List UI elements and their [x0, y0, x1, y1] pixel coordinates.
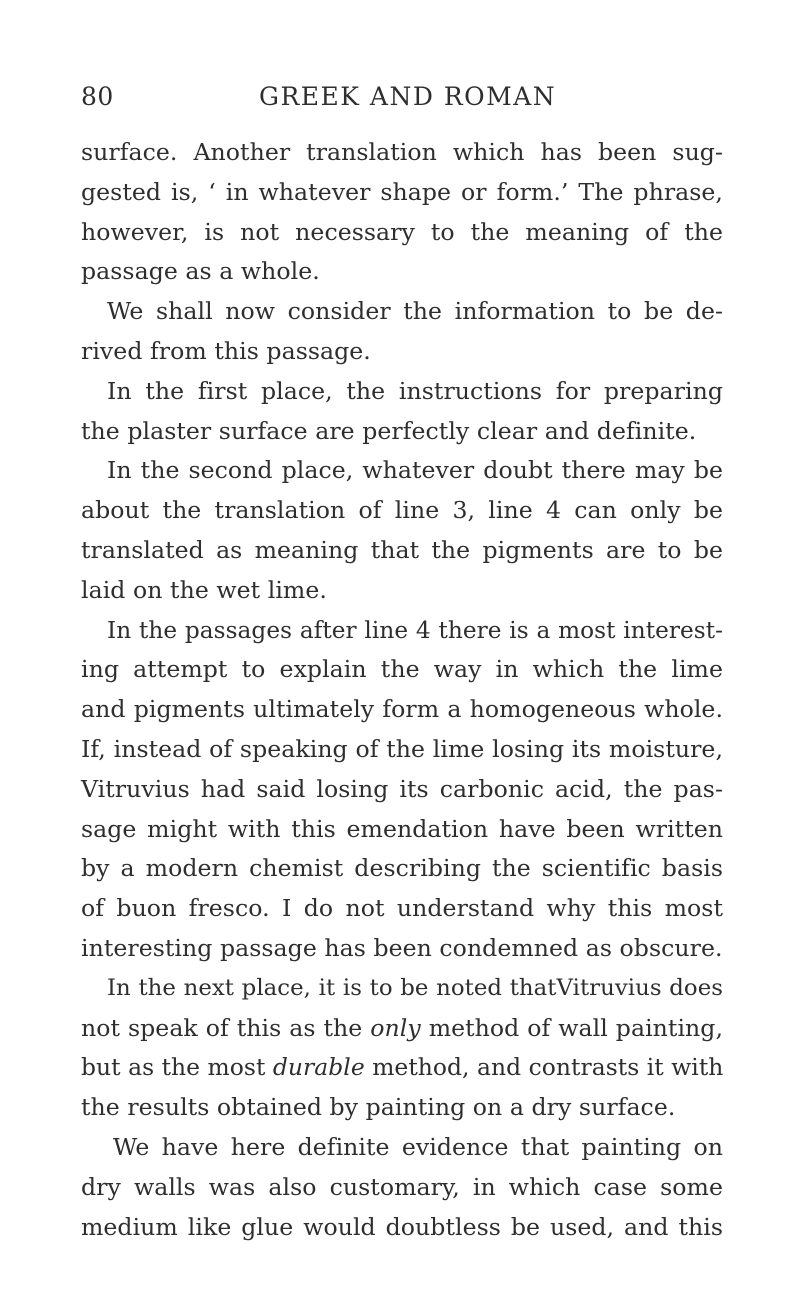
text-line: dry walls was also customary, in which case some — [81, 1172, 723, 1201]
emphasis-durable: durable — [272, 1053, 365, 1082]
text-line: and pigments ultimately form a homogeneous whole. — [81, 695, 723, 724]
text-line: the results obtained by painting on a dry surface. — [81, 1093, 676, 1122]
text-line: In the passages after line 4 there is a most interest- — [107, 616, 723, 644]
line-segment: but as the most — [81, 1053, 273, 1082]
text-line: gested is, ‘ in whatever shape or form.’ The phrase, — [81, 177, 723, 206]
text-line: In the next place, it is to be noted thatVitruvius does — [107, 974, 723, 1001]
line-segment: method of wall painting, — [420, 1013, 723, 1042]
line-segment: not speak of this as the — [81, 1013, 371, 1042]
text-line: of buon fresco. I do not understand why this most — [81, 894, 723, 923]
page-header — [81, 82, 721, 122]
text-line: by a modern chemist describing the scientific basis — [81, 854, 723, 883]
text-line: medium like glue would doubtless be used, and this — [81, 1212, 723, 1241]
text-line: laid on the wet lime. — [81, 575, 327, 604]
page-number: 80 — [81, 82, 114, 111]
text-line: sage might with this emendation have been written — [81, 814, 723, 843]
text-line: We have here definite evidence that painting on — [113, 1132, 723, 1161]
text-line: ing attempt to explain the way in which the lime — [81, 655, 723, 684]
text-line: In the second place, whatever doubt there may be — [107, 456, 723, 485]
line-segment: method, and contrasts it with — [364, 1053, 724, 1082]
body-text — [81, 133, 723, 1247]
text-line: We shall now consider the information to be de- — [107, 297, 723, 326]
text-line: Vitruvius had said losing its carbonic acid, the pas- — [81, 774, 723, 803]
text-line: surface. Another translation which has been sug- — [81, 138, 723, 166]
text-line: In the first place, the instructions for preparing — [107, 376, 723, 405]
emphasis-only: only — [370, 1013, 421, 1042]
text-line: about the translation of line 3, line 4 can only be — [81, 496, 723, 525]
text-line: passage as a whole. — [81, 257, 320, 286]
running-title: GREEK AND ROMAN — [259, 82, 557, 111]
text-line — [81, 1048, 723, 1088]
text-line: however, is not necessary to the meaning of the — [81, 217, 723, 246]
text-line: the plaster surface are perfectly clear and definite. — [81, 416, 697, 445]
text-line: translated as meaning that the pigments are to be — [81, 535, 723, 564]
text-line: If, instead of speaking of the lime losing its moisture, — [81, 734, 723, 763]
text-line: rived from this passage. — [81, 336, 371, 365]
text-line — [81, 1009, 723, 1049]
text-line: interesting passage has been condemned as obscure. — [81, 933, 723, 962]
